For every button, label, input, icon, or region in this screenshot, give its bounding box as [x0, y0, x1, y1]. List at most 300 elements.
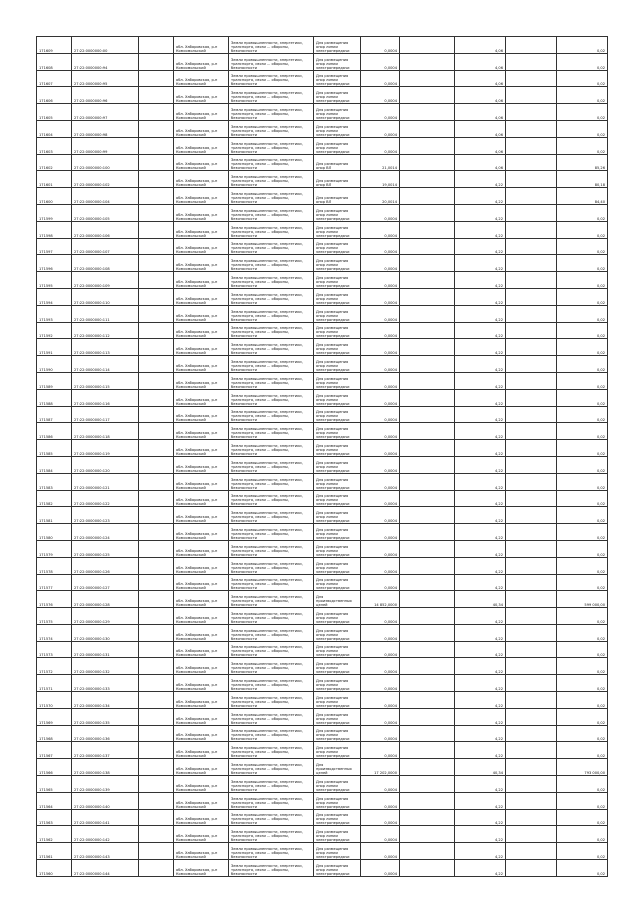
row-id-cell: 171560: [37, 860, 72, 877]
land-category-cell: Земли промышленности, энергетики, транспорта, связи ... обороны, безопасности: [229, 171, 314, 188]
rate-cell: 4,22: [455, 540, 506, 557]
table-row: [37, 759, 608, 776]
rate-cell: 4,22: [455, 188, 506, 205]
empty-cell: [400, 809, 455, 826]
rate-cell: 4,22: [455, 574, 506, 591]
table-row: [37, 255, 608, 272]
permitted-use-cell: Для размещения опор линии электропередачи: [314, 322, 361, 339]
land-category-cell: Земли промышленности, энергетики, транспорта, связи ... обороны, безопасности: [229, 255, 314, 272]
area-cell: 0,0004: [361, 524, 400, 541]
permitted-use-cell: Для размещения опор линии электропередачи: [314, 574, 361, 591]
row-id-cell: 171603: [37, 137, 72, 154]
address-cell: обл. Хабаровская, р-н Комсомольский: [174, 608, 229, 625]
empty-cell: [506, 87, 557, 104]
row-id-cell: 171567: [37, 742, 72, 759]
area-cell: 20,0014: [361, 188, 400, 205]
area-cell: 0,0004: [361, 692, 400, 709]
rate-cell: 4,22: [455, 792, 506, 809]
empty-cell: [400, 792, 455, 809]
permitted-use-cell: Для размещения опор линии электропередачи: [314, 255, 361, 272]
table-row: [37, 53, 608, 70]
table-row: [37, 339, 608, 356]
empty-cell: [506, 423, 557, 440]
rate-cell: 40,34: [455, 759, 506, 776]
land-category-cell: Земли промышленности, энергетики, транспорта, связи ... обороны, безопасности: [229, 507, 314, 524]
land-category-cell: Земли промышленности, энергетики, транспорта, связи ... обороны, безопасности: [229, 557, 314, 574]
empty-cell: [139, 608, 174, 625]
land-category-cell: Земли промышленности, энергетики, транспорта, связи ... обороны, безопасности: [229, 356, 314, 373]
cadastral-number-cell: 27:22:0000000:99: [72, 137, 139, 154]
empty-cell: [400, 322, 455, 339]
row-id-cell: 171597: [37, 238, 72, 255]
cadastral-number-cell: 27:22:0000000:96: [72, 87, 139, 104]
land-category-cell: Земли промышленности, энергетики, транспорта, связи ... обороны, безопасности: [229, 742, 314, 759]
value-cell: 0,02: [557, 372, 608, 389]
table-row: [37, 692, 608, 709]
rate-cell: 4,22: [455, 675, 506, 692]
area-cell: 0,0004: [361, 742, 400, 759]
empty-cell: [506, 272, 557, 289]
table-row: [37, 591, 608, 608]
address-cell: обл. Хабаровская, р-н Комсомольский: [174, 53, 229, 70]
row-id-cell: 171563: [37, 809, 72, 826]
empty-cell: [139, 356, 174, 373]
empty-cell: [139, 456, 174, 473]
empty-cell: [139, 742, 174, 759]
empty-cell: [400, 87, 455, 104]
row-id-cell: 171609: [37, 37, 72, 54]
empty-cell: [506, 792, 557, 809]
empty-cell: [139, 490, 174, 507]
empty-cell: [506, 708, 557, 725]
row-id-cell: 171587: [37, 406, 72, 423]
empty-cell: [506, 776, 557, 793]
empty-cell: [506, 37, 557, 54]
row-id-cell: 171582: [37, 490, 72, 507]
address-cell: обл. Хабаровская, р-н Комсомольский: [174, 423, 229, 440]
empty-cell: [139, 305, 174, 322]
address-cell: обл. Хабаровская, р-н Комсомольский: [174, 809, 229, 826]
land-category-cell: Земли промышленности, энергетики, транспорта, связи ... обороны, безопасности: [229, 490, 314, 507]
empty-cell: [139, 154, 174, 171]
empty-cell: [506, 675, 557, 692]
permitted-use-cell: Для размещения опор линии электропередачи: [314, 742, 361, 759]
area-cell: 0,0004: [361, 809, 400, 826]
empty-cell: [506, 389, 557, 406]
land-category-cell: Земли промышленности, энергетики, транспорта, связи ... обороны, безопасности: [229, 675, 314, 692]
value-cell: 0,02: [557, 339, 608, 356]
rate-cell: 4,22: [455, 809, 506, 826]
empty-cell: [506, 53, 557, 70]
cadastral-number-cell: 27:22:0000000:140: [72, 792, 139, 809]
rate-cell: 4,22: [455, 641, 506, 658]
empty-cell: [139, 759, 174, 776]
rate-cell: 40,34: [455, 591, 506, 608]
value-cell: 0,02: [557, 37, 608, 54]
cadastral-number-cell: 27:22:0000000:142: [72, 826, 139, 843]
value-cell: 0,02: [557, 641, 608, 658]
row-id-cell: 171605: [37, 104, 72, 121]
empty-cell: [506, 692, 557, 709]
permitted-use-cell: Для размещения опор линии электропередачи: [314, 557, 361, 574]
area-cell: 0,0004: [361, 356, 400, 373]
permitted-use-cell: Для размещения опор линии электропередачи: [314, 204, 361, 221]
address-cell: обл. Хабаровская, р-н Комсомольский: [174, 540, 229, 557]
row-id-cell: 171573: [37, 641, 72, 658]
permitted-use-cell: Для размещения опор линии электропередачи: [314, 37, 361, 54]
address-cell: обл. Хабаровская, р-н Комсомольский: [174, 658, 229, 675]
table-body: [37, 37, 608, 877]
row-id-cell: 171602: [37, 154, 72, 171]
rate-cell: 4,22: [455, 692, 506, 709]
rate-cell: 4,22: [455, 423, 506, 440]
table-row: [37, 137, 608, 154]
table-row: [37, 221, 608, 238]
rate-cell: 4,22: [455, 658, 506, 675]
empty-cell: [400, 557, 455, 574]
permitted-use-cell: Для размещения опор линии электропередачи: [314, 860, 361, 877]
area-cell: 0,0004: [361, 204, 400, 221]
address-cell: обл. Хабаровская, р-н Комсомольский: [174, 204, 229, 221]
empty-cell: [506, 137, 557, 154]
land-category-cell: Земли промышленности, энергетики, транспорта, связи ... обороны, безопасности: [229, 372, 314, 389]
rate-cell: 4,22: [455, 356, 506, 373]
value-cell: 793 000,00: [557, 759, 608, 776]
permitted-use-cell: Для размещения опор линии электропередачи: [314, 87, 361, 104]
address-cell: обл. Хабаровская, р-н Комсомольский: [174, 272, 229, 289]
area-cell: 0,0004: [361, 624, 400, 641]
rate-cell: 4,22: [455, 490, 506, 507]
table-row: [37, 658, 608, 675]
land-category-cell: Земли промышленности, энергетики, транспорта, связи ... обороны, безопасности: [229, 53, 314, 70]
land-category-cell: Земли промышленности, энергетики, транспорта, связи ... обороны, безопасности: [229, 204, 314, 221]
empty-cell: [400, 53, 455, 70]
address-cell: обл. Хабаровская, р-н Комсомольский: [174, 708, 229, 725]
area-cell: 0,0004: [361, 860, 400, 877]
land-category-cell: Земли промышленности, энергетики, транспорта, связи ... обороны, безопасности: [229, 456, 314, 473]
land-category-cell: Земли промышленности, энергетики, транспорта, связи ... обороны, безопасности: [229, 272, 314, 289]
empty-cell: [400, 356, 455, 373]
address-cell: обл. Хабаровская, р-н Комсомольский: [174, 221, 229, 238]
empty-cell: [506, 288, 557, 305]
address-cell: обл. Хабаровская, р-н Комсомольский: [174, 826, 229, 843]
value-cell: 0,02: [557, 272, 608, 289]
table-row: [37, 37, 608, 54]
cadastral-number-cell: 27:22:0000000:105: [72, 204, 139, 221]
table-row: [37, 423, 608, 440]
value-cell: 0,02: [557, 456, 608, 473]
row-id-cell: 171596: [37, 255, 72, 272]
row-id-cell: 171569: [37, 708, 72, 725]
row-id-cell: 171585: [37, 440, 72, 457]
empty-cell: [139, 322, 174, 339]
empty-cell: [139, 372, 174, 389]
empty-cell: [400, 692, 455, 709]
row-id-cell: 171598: [37, 221, 72, 238]
rate-cell: 4,22: [455, 204, 506, 221]
land-category-cell: Земли промышленности, энергетики, транспорта, связи ... обороны, безопасности: [229, 624, 314, 641]
address-cell: обл. Хабаровская, р-н Комсомольский: [174, 524, 229, 541]
table-row: [37, 608, 608, 625]
rate-cell: 4,06: [455, 137, 506, 154]
empty-cell: [139, 37, 174, 54]
empty-cell: [506, 860, 557, 877]
address-cell: обл. Хабаровская, р-н Комсомольский: [174, 104, 229, 121]
land-category-cell: Земли промышленности, энергетики, транспорта, связи ... обороны, безопасности: [229, 574, 314, 591]
row-id-cell: 171574: [37, 624, 72, 641]
empty-cell: [400, 473, 455, 490]
value-cell: 0,02: [557, 826, 608, 843]
empty-cell: [506, 624, 557, 641]
land-category-cell: Земли промышленности, энергетики, транспорта, связи ... обороны, безопасности: [229, 708, 314, 725]
cadastral-number-cell: 27:22:0000000:126: [72, 557, 139, 574]
rate-cell: 4,22: [455, 171, 506, 188]
value-cell: 599 000,00: [557, 591, 608, 608]
land-category-cell: Земли промышленности, энергетики, транспорта, связи ... обороны, безопасности: [229, 104, 314, 121]
cadastral-number-cell: 27:22:0000000:141: [72, 809, 139, 826]
table-row: [37, 389, 608, 406]
address-cell: обл. Хабаровская, р-н Комсомольский: [174, 490, 229, 507]
cadastral-number-cell: 27:22:0000000:102: [72, 171, 139, 188]
cadastral-number-cell: 27:22:0000000:95: [72, 70, 139, 87]
value-cell: 0,02: [557, 87, 608, 104]
permitted-use-cell: Для размещения опор линии электропередачи: [314, 725, 361, 742]
permitted-use-cell: Для размещения опор линии электропередачи: [314, 53, 361, 70]
address-cell: обл. Хабаровская, р-н Комсомольский: [174, 372, 229, 389]
rate-cell: 4,22: [455, 507, 506, 524]
value-cell: 0,02: [557, 624, 608, 641]
row-id-cell: 171586: [37, 423, 72, 440]
land-category-cell: Земли промышленности, энергетики, транспорта, связи ... обороны, безопасности: [229, 440, 314, 457]
permitted-use-cell: Для размещения опор линии электропередачи: [314, 104, 361, 121]
table-row: [37, 742, 608, 759]
empty-cell: [400, 456, 455, 473]
table-row: [37, 809, 608, 826]
permitted-use-cell: Для размещения опор линии электропередачи: [314, 826, 361, 843]
cadastral-number-cell: 27:22:0000000:109: [72, 272, 139, 289]
land-category-cell: Земли промышленности, энергетики, транспорта, связи ... обороны, безопасности: [229, 339, 314, 356]
cadastral-number-cell: 27:22:0000000:131: [72, 641, 139, 658]
value-cell: 0,02: [557, 288, 608, 305]
empty-cell: [400, 372, 455, 389]
empty-cell: [400, 826, 455, 843]
table-row: [37, 356, 608, 373]
area-cell: 0,0004: [361, 540, 400, 557]
empty-cell: [139, 423, 174, 440]
empty-cell: [506, 171, 557, 188]
permitted-use-cell: Для размещения опор линии электропередачи: [314, 776, 361, 793]
land-category-cell: Земли промышленности, энергетики, транспорта, связи ... обороны, безопасности: [229, 238, 314, 255]
row-id-cell: 171583: [37, 473, 72, 490]
address-cell: обл. Хабаровская, р-н Комсомольский: [174, 860, 229, 877]
address-cell: обл. Хабаровская, р-н Комсомольский: [174, 305, 229, 322]
table-row: [37, 456, 608, 473]
permitted-use-cell: Для размещения опор линии электропередачи: [314, 456, 361, 473]
cadastral-number-cell: 27:22:0000000:129: [72, 608, 139, 625]
row-id-cell: 171589: [37, 372, 72, 389]
area-cell: 0,0004: [361, 53, 400, 70]
permitted-use-cell: Для размещения опор линии электропередачи: [314, 809, 361, 826]
cadastral-number-cell: 27:22:0000000:110: [72, 288, 139, 305]
cadastral-number-cell: 27:22:0000000:104: [72, 188, 139, 205]
rate-cell: 4,22: [455, 406, 506, 423]
cadastral-number-cell: 27:22:0000000:132: [72, 658, 139, 675]
permitted-use-cell: Для размещения опор линии электропередачи: [314, 356, 361, 373]
empty-cell: [139, 137, 174, 154]
empty-cell: [400, 507, 455, 524]
empty-cell: [400, 490, 455, 507]
row-id-cell: 171570: [37, 692, 72, 709]
area-cell: 0,0004: [361, 255, 400, 272]
empty-cell: [139, 826, 174, 843]
row-id-cell: 171599: [37, 204, 72, 221]
area-cell: 0,0004: [361, 87, 400, 104]
cadastral-number-cell: 27:22:0000000:124: [72, 524, 139, 541]
empty-cell: [400, 120, 455, 137]
area-cell: 0,0004: [361, 675, 400, 692]
document-page: [36, 36, 605, 877]
address-cell: обл. Хабаровская, р-н Комсомольский: [174, 356, 229, 373]
rate-cell: 4,22: [455, 255, 506, 272]
empty-cell: [400, 860, 455, 877]
cadastral-number-cell: 27:22:0000000:107: [72, 238, 139, 255]
row-id-cell: 171604: [37, 120, 72, 137]
address-cell: обл. Хабаровская, р-н Комсомольский: [174, 339, 229, 356]
table-row: [37, 860, 608, 877]
address-cell: обл. Хабаровская, р-н Комсомольский: [174, 154, 229, 171]
area-cell: 0,0004: [361, 238, 400, 255]
land-category-cell: Земли промышленности, энергетики, транспорта, связи ... обороны, безопасности: [229, 809, 314, 826]
land-category-cell: Земли промышленности, энергетики, транспорта, связи ... обороны, безопасности: [229, 759, 314, 776]
cadastral-number-cell: 27:22:0000000:127: [72, 574, 139, 591]
empty-cell: [139, 725, 174, 742]
address-cell: обл. Хабаровская, р-н Комсомольский: [174, 137, 229, 154]
value-cell: 84,40: [557, 188, 608, 205]
permitted-use-cell: Для производственных целей: [314, 759, 361, 776]
table-row: [37, 507, 608, 524]
permitted-use-cell: Для размещения опор линии электропередачи: [314, 221, 361, 238]
address-cell: обл. Хабаровская, р-н Комсомольский: [174, 792, 229, 809]
rate-cell: 4,22: [455, 339, 506, 356]
empty-cell: [400, 154, 455, 171]
area-cell: 0,0004: [361, 37, 400, 54]
address-cell: обл. Хабаровская, р-н Комсомольский: [174, 238, 229, 255]
permitted-use-cell: Для размещения опор линии электропередачи: [314, 305, 361, 322]
empty-cell: [506, 641, 557, 658]
table-row: [37, 540, 608, 557]
rate-cell: 4,22: [455, 524, 506, 541]
table-row: [37, 557, 608, 574]
empty-cell: [400, 423, 455, 440]
address-cell: обл. Хабаровская, р-н Комсомольский: [174, 288, 229, 305]
rate-cell: 4,22: [455, 440, 506, 457]
value-cell: 0,02: [557, 574, 608, 591]
empty-cell: [400, 104, 455, 121]
empty-cell: [400, 406, 455, 423]
empty-cell: [400, 204, 455, 221]
empty-cell: [400, 658, 455, 675]
permitted-use-cell: Для размещения опор линии электропередачи: [314, 641, 361, 658]
empty-cell: [139, 188, 174, 205]
land-category-cell: Земли промышленности, энергетики, транспорта, связи ... обороны, безопасности: [229, 120, 314, 137]
rate-cell: 4,22: [455, 288, 506, 305]
row-id-cell: 171571: [37, 675, 72, 692]
empty-cell: [139, 104, 174, 121]
area-cell: 0,0004: [361, 473, 400, 490]
permitted-use-cell: Для размещения опор линии электропередачи: [314, 675, 361, 692]
land-category-cell: Земли промышленности, энергетики, транспорта, связи ... обороны, безопасности: [229, 473, 314, 490]
cadastral-number-cell: 27:22:0000000:94: [72, 53, 139, 70]
address-cell: обл. Хабаровская, р-н Комсомольский: [174, 675, 229, 692]
empty-cell: [400, 608, 455, 625]
land-category-cell: Земли промышленности, энергетики, транспорта, связи ... обороны, безопасности: [229, 792, 314, 809]
empty-cell: [139, 591, 174, 608]
table-row: [37, 725, 608, 742]
rate-cell: 4,06: [455, 104, 506, 121]
empty-cell: [506, 322, 557, 339]
rate-cell: 4,22: [455, 624, 506, 641]
area-cell: 0,0004: [361, 725, 400, 742]
row-id-cell: 171579: [37, 540, 72, 557]
rate-cell: 4,22: [455, 473, 506, 490]
empty-cell: [139, 675, 174, 692]
permitted-use-cell: Для размещения опор линии электропередачи: [314, 238, 361, 255]
empty-cell: [139, 524, 174, 541]
area-cell: 0,0004: [361, 406, 400, 423]
empty-cell: [506, 490, 557, 507]
rate-cell: 4,22: [455, 221, 506, 238]
table-row: [37, 272, 608, 289]
permitted-use-cell: Для размещения опор линии электропередачи: [314, 792, 361, 809]
row-id-cell: 171578: [37, 557, 72, 574]
cadastral-number-cell: 27:22:0000000:114: [72, 356, 139, 373]
row-id-cell: 171588: [37, 389, 72, 406]
empty-cell: [506, 809, 557, 826]
empty-cell: [139, 507, 174, 524]
address-cell: обл. Хабаровская, р-н Комсомольский: [174, 171, 229, 188]
cadastral-number-cell: 27:22:0000000:97: [72, 104, 139, 121]
value-cell: 0,02: [557, 675, 608, 692]
empty-cell: [400, 255, 455, 272]
area-cell: 0,0004: [361, 272, 400, 289]
address-cell: обл. Хабаровская, р-н Комсомольский: [174, 406, 229, 423]
value-cell: 0,02: [557, 104, 608, 121]
address-cell: обл. Хабаровская, р-н Комсомольский: [174, 456, 229, 473]
empty-cell: [506, 104, 557, 121]
row-id-cell: 171561: [37, 843, 72, 860]
empty-cell: [139, 776, 174, 793]
permitted-use-cell: Для размещения опор линии электропередачи: [314, 692, 361, 709]
row-id-cell: 171590: [37, 356, 72, 373]
row-id-cell: 171591: [37, 339, 72, 356]
address-cell: обл. Хабаровская, р-н Комсомольский: [174, 759, 229, 776]
rate-cell: 4,22: [455, 372, 506, 389]
permitted-use-cell: Для размещения опор линии электропередачи: [314, 120, 361, 137]
land-category-cell: Земли промышленности, энергетики, транспорта, связи ... обороны, безопасности: [229, 154, 314, 171]
permitted-use-cell: Для размещения опор линии электропередачи: [314, 406, 361, 423]
row-id-cell: 171601: [37, 171, 72, 188]
permitted-use-cell: Для размещения опор ВЛ: [314, 188, 361, 205]
empty-cell: [506, 339, 557, 356]
table-row: [37, 171, 608, 188]
land-category-cell: Земли промышленности, энергетики, транспорта, связи ... обороны, безопасности: [229, 137, 314, 154]
empty-cell: [400, 624, 455, 641]
empty-cell: [139, 843, 174, 860]
row-id-cell: 171581: [37, 507, 72, 524]
value-cell: 0,02: [557, 356, 608, 373]
rate-cell: 4,06: [455, 120, 506, 137]
address-cell: обл. Хабаровская, р-н Комсомольский: [174, 87, 229, 104]
